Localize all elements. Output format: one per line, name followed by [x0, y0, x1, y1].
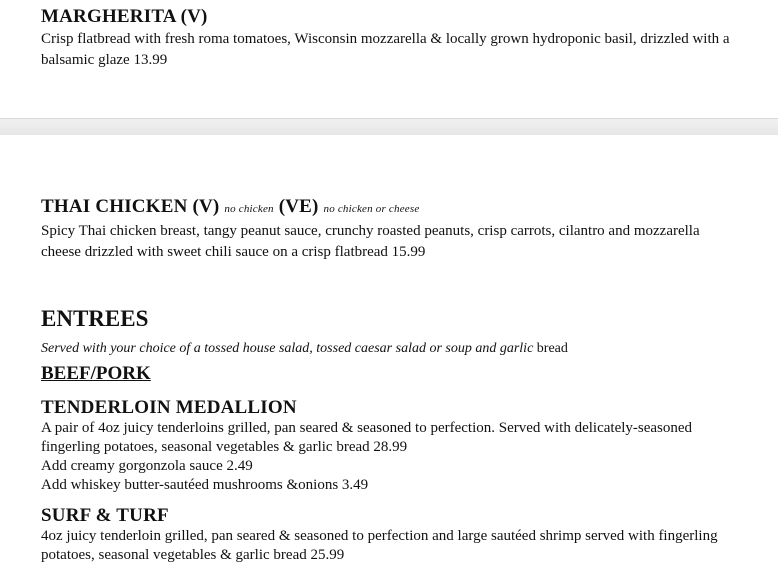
menu-item-surf-and-turf: [41, 505, 741, 565]
item-description-line: balsamic glaze 13.99: [41, 52, 168, 68]
item-title: THAI CHICKEN (V): [41, 196, 220, 217]
item-title-row: [41, 196, 741, 220]
section-heading: ENTREES: [41, 306, 149, 331]
item-title: SURF & TURF: [41, 505, 169, 526]
menu-item-thai-chicken: [41, 196, 741, 263]
page-separator: [0, 118, 778, 136]
item-title-suffix: (VE): [278, 196, 319, 217]
item-description-line: potatoes, seasonal vegetables & garlic bread 25.99: [41, 547, 345, 563]
item-description-line: Spicy Thai chicken breast, tangy peanut sauce, crunchy roasted peanuts, crisp carrots, cilantro and mozzarella: [41, 223, 700, 239]
diet-note: no chicken: [224, 203, 274, 215]
item-description-line: A pair of 4oz juicy tenderloins grilled, pan seared & seasoned to perfection. Served with delicately-seasoned: [41, 420, 693, 436]
diet-note: no chicken or cheese: [323, 203, 420, 215]
item-description-line: cheese drizzled with sweet chili sauce on a crisp flatbread 15.99: [41, 244, 426, 260]
section-intro: [41, 340, 741, 358]
item-description-line: Crisp flatbread with fresh roma tomatoes, Wisconsin mozzarella & locally grown hydroponic basil, drizzled with a: [41, 31, 730, 47]
item-title: TENDERLOIN MEDALLION: [41, 397, 297, 418]
item-description-line: 4oz juicy tenderloin grilled, pan seared & seasoned to perfection and large sautéed shrimp served with fingerling: [41, 528, 718, 544]
menu-item-tenderloin-medallion: [41, 397, 741, 495]
section-intro-italic: Served with your choice of a tossed house salad, tossed caesar salad or soup and garlic: [41, 341, 534, 356]
section-intro-plain: bread: [533, 341, 568, 356]
section-entrees: [41, 306, 741, 385]
item-addon-line: Add creamy gorgonzola sauce 2.49: [41, 458, 253, 474]
subsection-heading: BEEF/PORK: [41, 363, 151, 384]
item-title: MARGHERITA (V): [41, 6, 208, 27]
item-description-line: fingerling potatoes, seasonal vegetables & garlic bread 28.99: [41, 439, 408, 455]
item-addon-line: Add whiskey butter-sautéed mushrooms &onions 3.49: [41, 477, 369, 493]
menu-item-margherita: [41, 6, 741, 71]
